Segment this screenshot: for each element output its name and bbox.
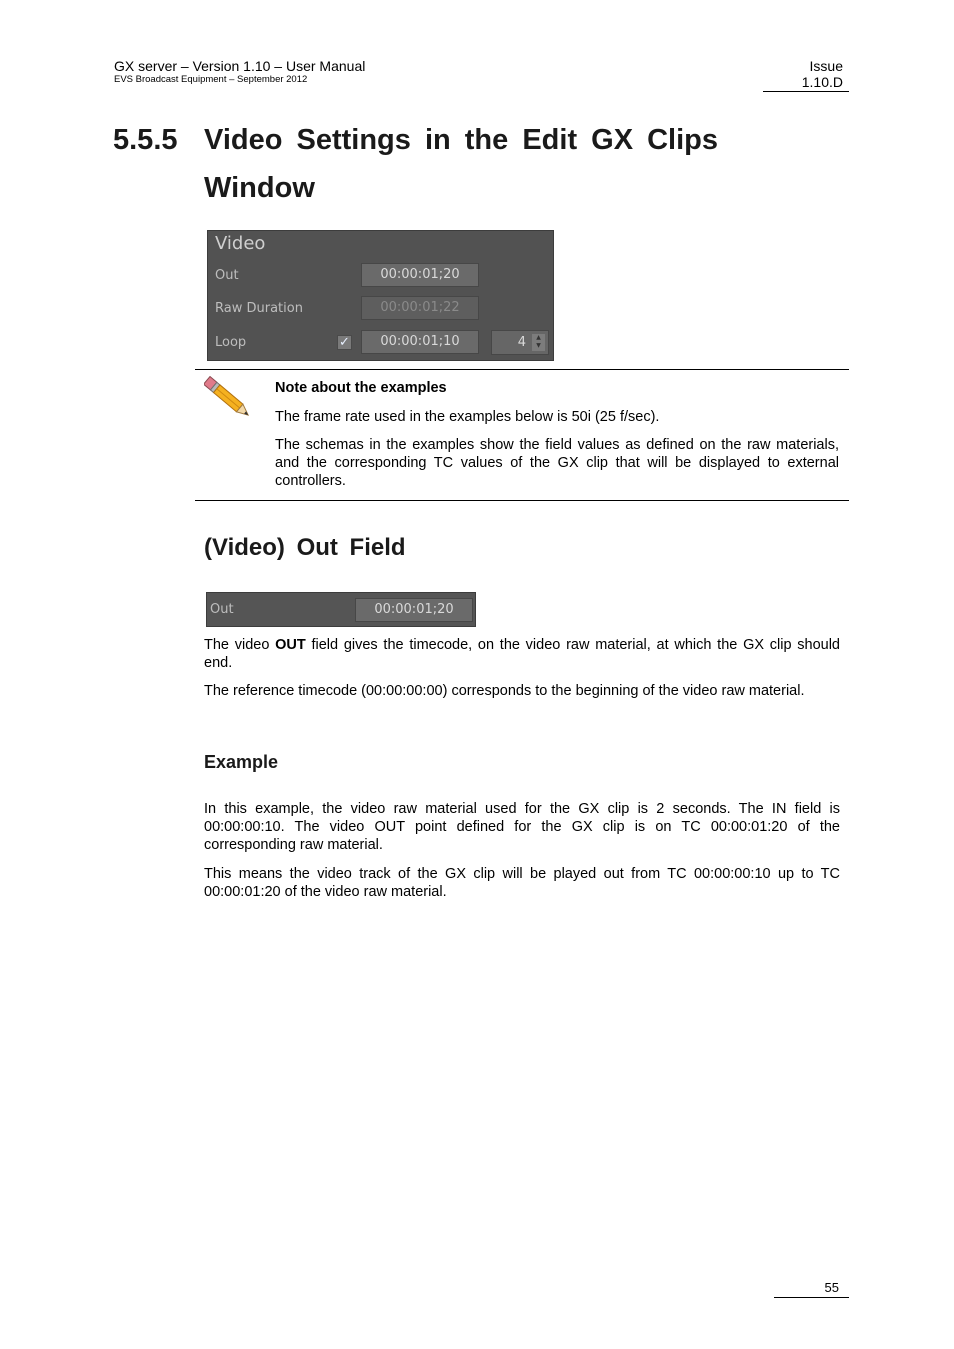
loop-count-spinner[interactable]	[491, 330, 549, 355]
out-field-paragraph-2: The reference timecode (00:00:00:00) corresponds to the beginning of the video raw material.	[204, 683, 805, 699]
loop-label: Loop	[215, 335, 247, 350]
out-field-panel	[206, 592, 476, 627]
pencil-icon	[204, 376, 254, 422]
note-paragraph-2: The schemas in the examples show the field values as defined on the raw materials, and the corresponding TC values of the GX clip that will be displayed to external controllers.	[275, 437, 839, 489]
out-field-heading: (Video) Out Field	[204, 534, 406, 561]
out-field[interactable]: 00:00:01;20	[361, 263, 479, 287]
example-paragraph-1: In this example, the video raw material used for the GX clip is 2 seconds. The IN field is 00:00:00:10. The video OUT point defined for the GX clip is on TC 00:00:01:20 of the corresponding raw material.	[204, 801, 840, 853]
spinner-arrows-icon[interactable]: ▲ ▼	[532, 334, 545, 351]
header-rule	[763, 91, 849, 92]
page-number: 55	[824, 1280, 839, 1295]
issue-label: Issue	[809, 58, 843, 74]
section-title-line1: Video Settings in the Edit GX Clips	[204, 124, 719, 156]
out-keyword: OUT	[275, 637, 306, 653]
note-bottom-rule	[195, 500, 849, 501]
loop-field[interactable]: 00:00:01;10	[361, 330, 479, 354]
footer-rule	[774, 1297, 849, 1298]
out-panel-field[interactable]: 00:00:01;20	[355, 598, 473, 622]
out-label: Out	[215, 268, 239, 283]
loop-checkbox[interactable]	[337, 335, 352, 350]
raw-duration-label: Raw Duration	[215, 301, 303, 316]
header-title: GX server – Version 1.10 – User Manual	[114, 58, 366, 74]
loop-count-value: 4	[517, 335, 526, 350]
header-subtitle: EVS Broadcast Equipment – September 2012	[114, 74, 308, 85]
out-panel-label: Out	[210, 602, 234, 617]
example-heading: Example	[204, 752, 279, 772]
section-title-line2: Window	[204, 172, 315, 204]
section-number: 5.5.5	[113, 124, 178, 156]
raw-duration-field: 00:00:01;22	[361, 296, 479, 320]
out-field-paragraph-1: The video OUT field gives the timecode, on the video raw material, at which the GX clip should end.	[204, 637, 840, 671]
video-panel-title: Video	[215, 233, 266, 254]
note-title: Note about the examples	[275, 380, 447, 396]
note-top-rule	[195, 369, 849, 370]
checkmark-icon: ✓	[339, 335, 350, 350]
header-issue	[760, 58, 843, 90]
video-settings-panel	[207, 230, 554, 361]
section-title	[113, 116, 833, 212]
note-paragraph-1: The frame rate used in the examples below is 50i (25 f/sec).	[275, 409, 660, 425]
issue-value: 1.10.D	[801, 74, 843, 90]
example-paragraph-2: This means the video track of the GX clip will be played out from TC 00:00:00:10 up to TC 00:00:01:20 of the video raw material.	[204, 866, 840, 900]
